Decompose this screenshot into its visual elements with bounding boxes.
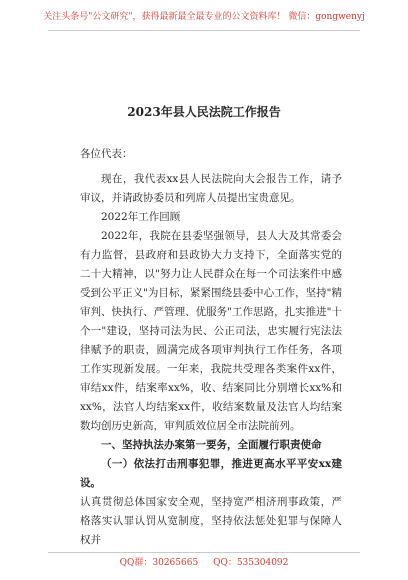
footer-qq-group: QQ群：30265665 <box>119 558 199 568</box>
document-title: 2023年县人民法院工作报告 <box>127 105 281 119</box>
review-paragraph: 2022年，我院在县委坚强领导，县人大及其常委会有力监督，县政府和县政协大力支持下，全面落实党的二十大精神，以"努力让人民群众在每一个司法案件中感受到公平正义"为目标，紧紧围绕县委中心工作，坚持"精审判、快执行、严管理、优服务"工作思路，扎实推进"十个一"建设，坚持司法为民、公正司法，忠实履行宪法法律赋予的职责，圆满完成各项审判执行工作任务，各项工作实现新发展。一年来，我院共受理各类案件xx件，审结xx件，结案率xx%，收、结案同比分别增长xx%和xx%，法官人均结案xx件，收结案数量及法官人均结案数均创历史新高，审判质效位居全市法院前列。 <box>80 230 342 432</box>
subsection-heading-1: （一）依法打击刑事犯罪，推进更高水平平安xx建设。 <box>80 458 342 489</box>
footer-qq: QQ：535304092 <box>213 558 289 568</box>
salutation: 各位代表： <box>80 148 133 160</box>
footer-divider <box>48 552 360 553</box>
intro-paragraph: 现在，我代表xx县人民法院向大会报告工作，请予审议，并请政协委员和列席人员提出宝贵意见。 <box>80 173 342 204</box>
section-heading-1: 一、坚持执法办案第一要务，全面履行职责使命 <box>101 439 322 451</box>
subsection-paragraph-1: 认真贯彻总体国家安全观，坚持宽严相济刑事政策，严格落实认罪认罚从宽制度，坚持依法惩处犯罪与保障人权并 <box>80 496 342 546</box>
header-banner: 关注头条号"公文研究"，获得最新最全最专业的公文资料库！ 微信：gongwenyj <box>43 12 365 22</box>
header-divider <box>48 30 360 31</box>
section-review-heading: 2022年工作回顾 <box>101 211 181 223</box>
document-body <box>80 145 342 550</box>
footer-banner <box>0 556 408 570</box>
